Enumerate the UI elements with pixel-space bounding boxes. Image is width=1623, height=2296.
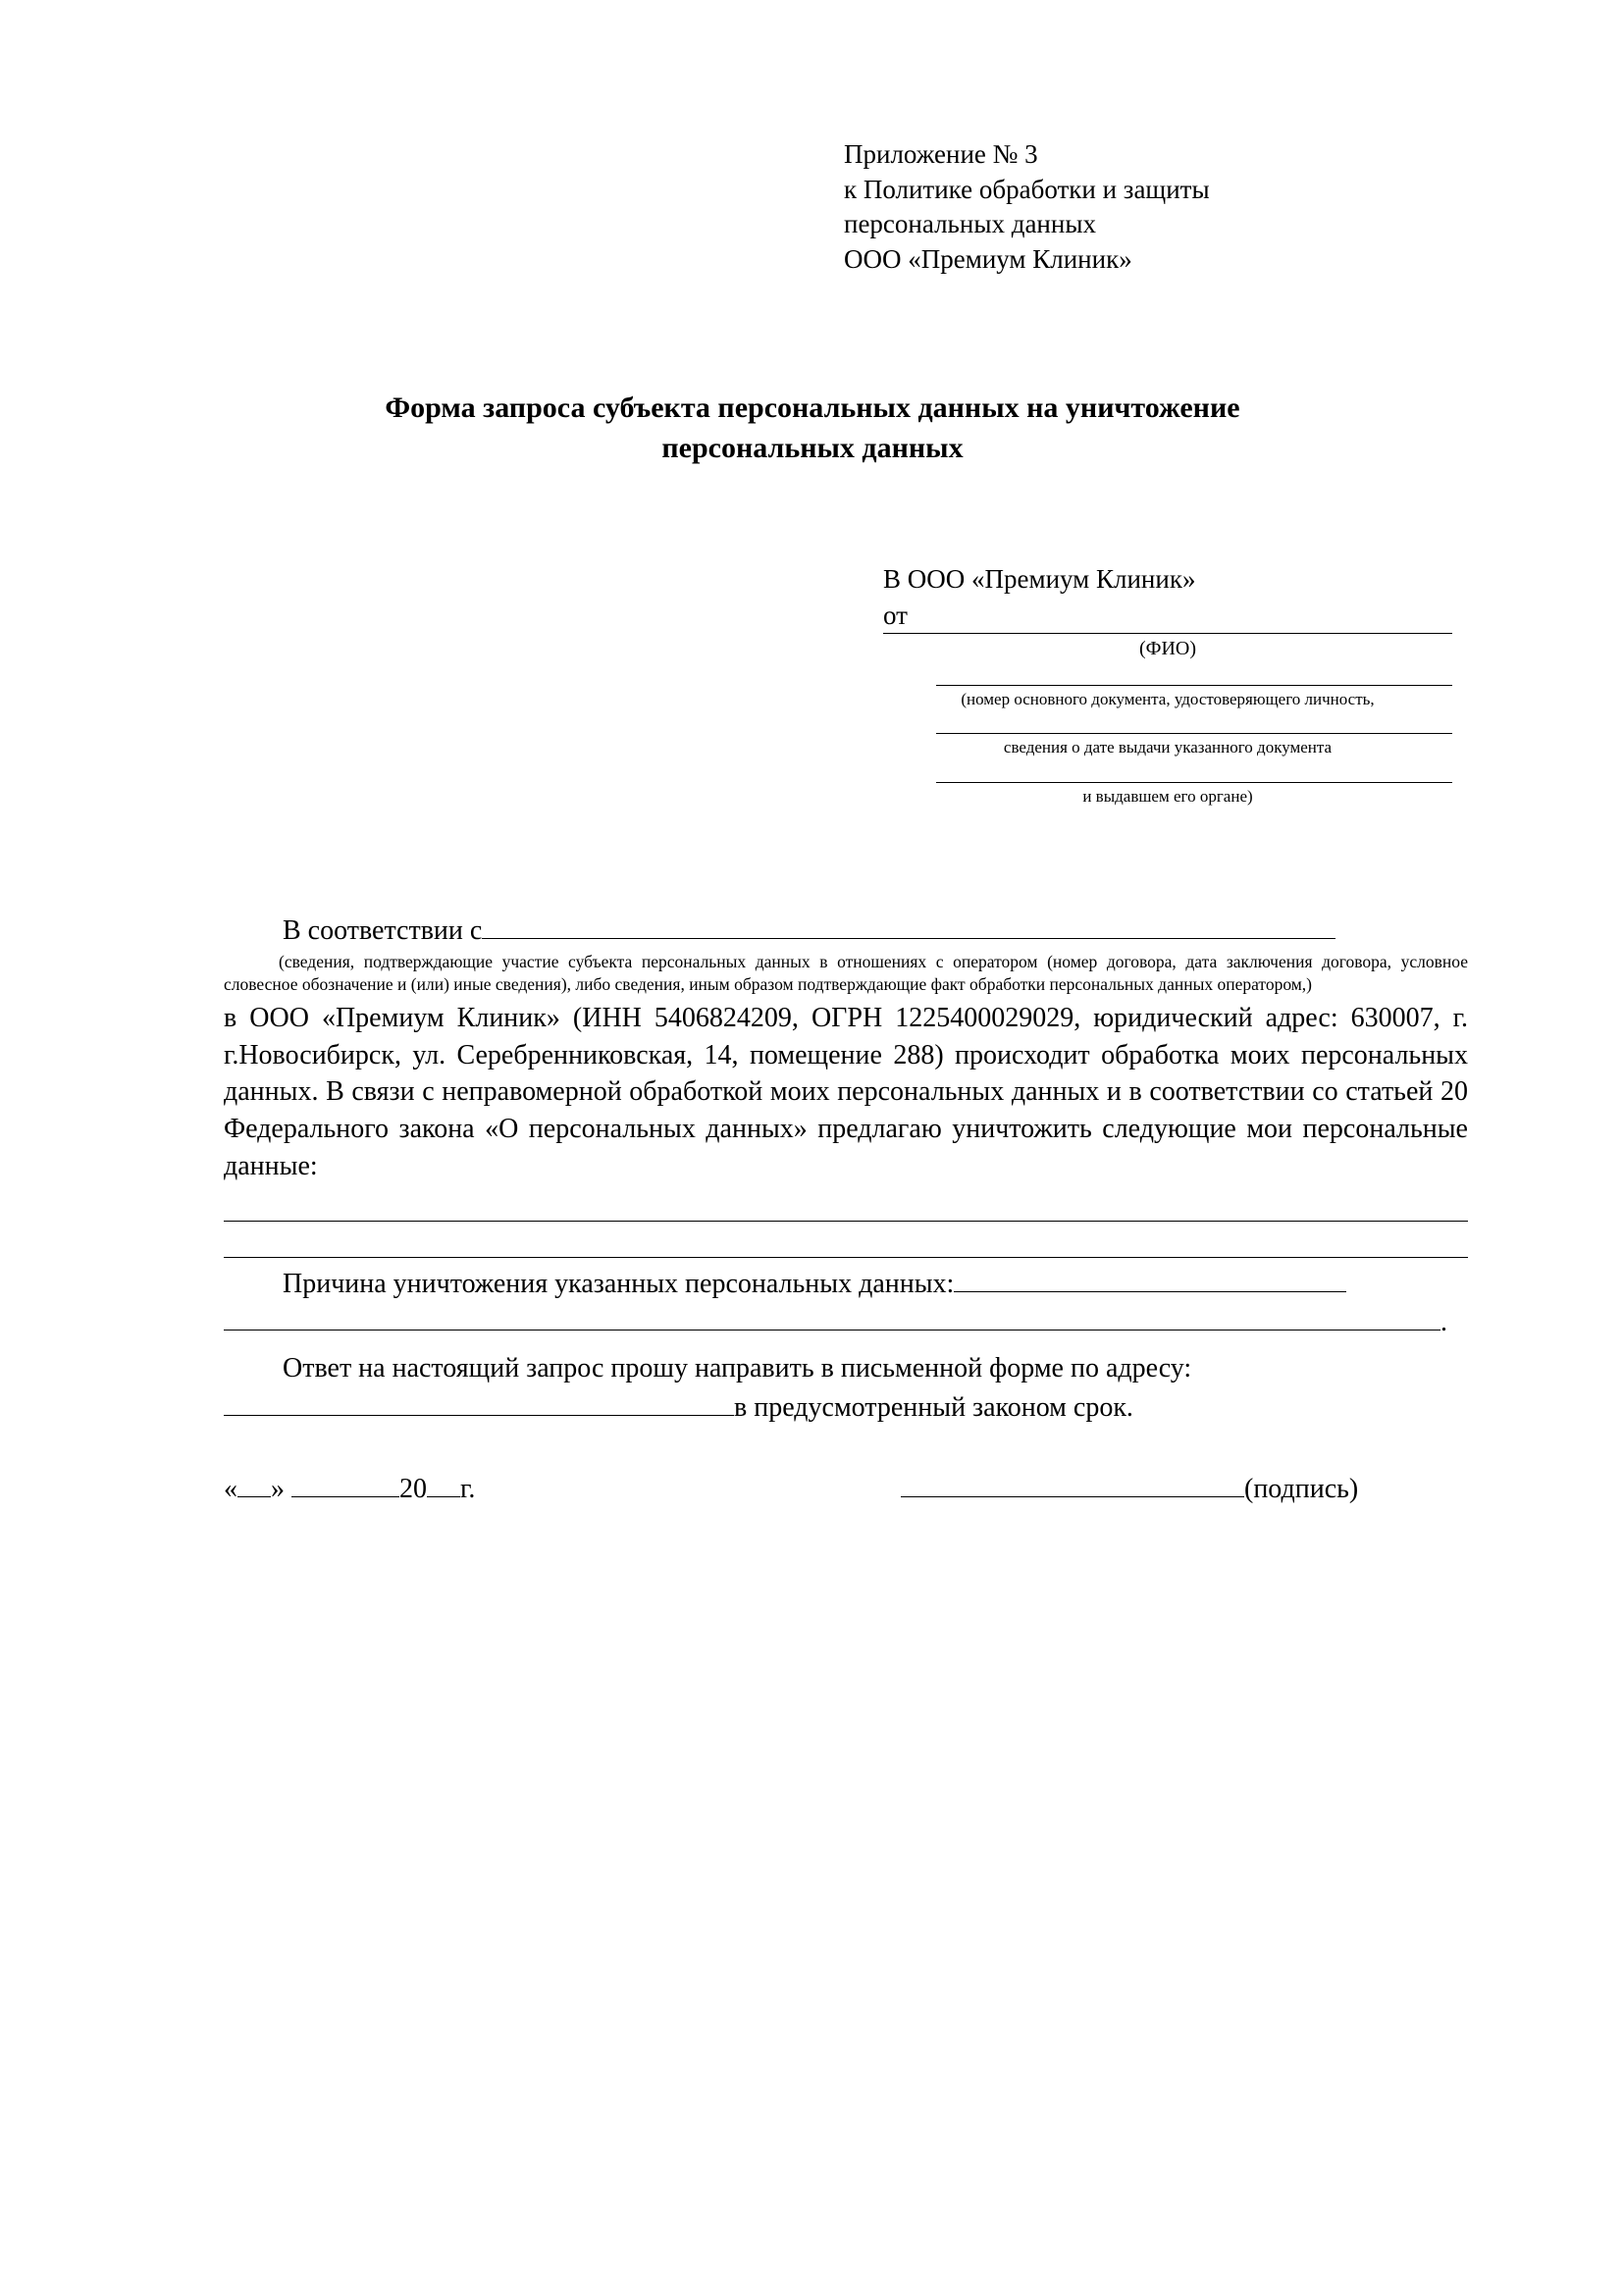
field-document-organ[interactable] xyxy=(883,782,1452,807)
spacer-3 xyxy=(883,758,1452,780)
in-accordance-row xyxy=(224,913,1468,949)
field-document-date-rule xyxy=(936,733,1452,734)
spacer-1 xyxy=(883,661,1452,683)
quote-close: » xyxy=(271,1474,285,1505)
in-accordance-input[interactable] xyxy=(482,920,1335,939)
answer-address-row xyxy=(224,1389,1468,1426)
date-month-input[interactable] xyxy=(291,1477,399,1497)
reason-tail: . xyxy=(1440,1306,1447,1337)
field-document-number-caption: (номер основного документа, удостоверяющего личность, xyxy=(961,690,1375,708)
data-list-line-2[interactable] xyxy=(224,1257,1468,1258)
field-fio-rule xyxy=(883,633,1452,634)
signature-row xyxy=(224,1471,1468,1514)
field-document-date[interactable] xyxy=(883,733,1452,757)
page-title xyxy=(224,388,1401,469)
in-accordance-note xyxy=(224,951,1468,996)
field-fio-caption: (ФИО) xyxy=(1138,638,1196,659)
date-year-prefix: 20 xyxy=(399,1474,427,1505)
field-document-number[interactable] xyxy=(883,685,1452,709)
date-field[interactable] xyxy=(224,1471,475,1507)
addressee-from-label: от xyxy=(883,600,908,630)
date-year-suffix: г. xyxy=(460,1474,476,1505)
spacer-2 xyxy=(883,709,1452,731)
quote-open: « xyxy=(224,1474,237,1505)
answer-address-input[interactable] xyxy=(224,1397,734,1416)
header-block xyxy=(844,137,1492,278)
header-line-1: Приложение № 3 xyxy=(844,139,1038,169)
field-document-organ-caption: и выдавшем его органе) xyxy=(1082,786,1253,806)
signature-label: (подпись) xyxy=(1244,1474,1359,1505)
document-body xyxy=(224,913,1468,1514)
date-year-input[interactable] xyxy=(427,1477,460,1497)
page-title-line-2: персональных данных xyxy=(661,432,964,465)
page-title-line-1: Форма запроса субъекта персональных данных на уничтожение xyxy=(385,391,1240,424)
answer-paragraph: Ответ на настоящий запрос прошу направить в письменной форме по адресу: xyxy=(283,1353,1192,1384)
date-day-input[interactable] xyxy=(237,1477,271,1497)
signature-input[interactable] xyxy=(901,1477,1244,1497)
reason-input-2[interactable] xyxy=(224,1312,1440,1331)
field-fio[interactable] xyxy=(883,633,1452,661)
header-line-3: персональных данных xyxy=(844,209,1096,239)
field-document-date-caption: сведения о дате выдачи указанного документа xyxy=(1003,738,1333,757)
answer-tail: в предусмотренный законом срок. xyxy=(734,1391,1133,1423)
reason-input-1[interactable] xyxy=(954,1274,1346,1292)
in-accordance-note-text: (сведения, подтверждающие участие субъекта персональных данных в отношениях с оператором (номер договора, дата заключения договора, условное словесное обозначение и (или) иные сведения), либо сведения, иным образом подтверждающие факт обработки персональных данных оператором,) xyxy=(224,952,1468,994)
header-line-4: ООО «Премиум Клиник» xyxy=(844,243,1132,274)
reason-row xyxy=(224,1266,1468,1302)
header-line-2: к Политике обработки и защиты xyxy=(844,174,1210,204)
data-list-line-1[interactable] xyxy=(224,1221,1468,1222)
addressee-block xyxy=(883,564,1452,807)
main-paragraph: в ООО «Премиум Клиник» (ИНН 5406824209, ОГРН 1225400029029, юридический адрес: 630007, г. г.Новосибирск, ул. Серебренниковская, 14, помещение 288) происходит обработка моих персональных данных. В связи с неправомерной обработкой моих персональных данных и в соответствии со статьей 20 Федерального закона «О персональных данных» предлагаю уничтожить следующие мои персональные данные: xyxy=(224,1002,1468,1181)
addressee-organization: В ООО «Премиум Клиник» xyxy=(883,564,1196,594)
field-document-organ-rule xyxy=(936,782,1452,783)
signature-field[interactable] xyxy=(901,1471,1358,1507)
field-document-number-rule xyxy=(936,685,1452,686)
in-accordance-label: В соответствии с xyxy=(283,915,483,946)
reason-label: Причина уничтожения указанных персональных данных: xyxy=(283,1268,955,1299)
reason-row-2 xyxy=(224,1304,1468,1340)
